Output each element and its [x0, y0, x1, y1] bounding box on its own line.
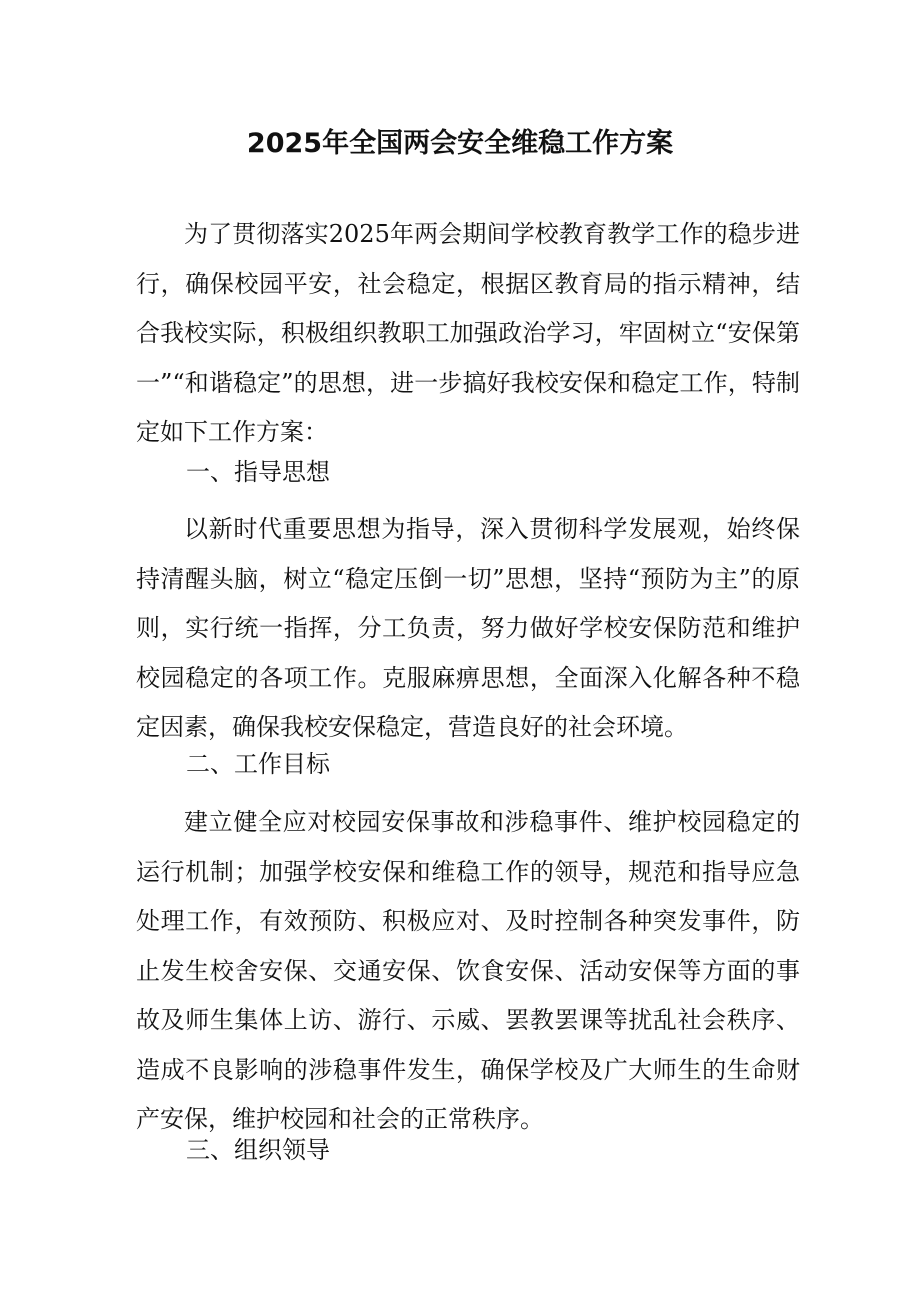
section-heading-organization-leadership: 三、组织领导	[186, 1136, 330, 1164]
intro-paragraph: 为了贯彻落实2025年两会期间学校教育教学工作的稳步进行，确保校园平安，社会稳定，根据区教育局的指示精神，结合我校实际，积极组织教职工加强政治学习，牢固树立“安保第一”“和谐稳定”的思想，进一步搞好我校安保和稳定工作，特制定如下工作方案：	[136, 220, 800, 446]
section-heading-guiding-ideology: 一、指导思想	[186, 458, 330, 486]
section-paragraph-work-goals: 建立健全应对校园安保事故和涉稳事件、维护校园稳定的运行机制；加强学校安保和维稳工作的领导，规范和指导应急处理工作，有效预防、积极应对、及时控制各种突发事件，防止发生校舍安保、交通安保、饮食安保、活动安保等方面的事故及师生集体上访、游行、示威、罢教罢课等扰乱社会秩序、造成不良影响的涉稳事件发生，确保学校及广大师生的生命财产安保，维护校园和社会的正常秩序。	[136, 808, 800, 1133]
section-heading-work-goals: 二、工作目标	[186, 750, 330, 778]
section-paragraph-guiding-ideology: 以新时代重要思想为指导，深入贯彻科学发展观，始终保持清醒头脑，树立“稳定压倒一切”思想，坚持“预防为主”的原则，实行统一指挥，分工负责，努力做好学校安保防范和维护校园稳定的各项工作。克服麻痹思想，全面深入化解各种不稳定因素，确保我校安保稳定，营造良好的社会环境。	[136, 515, 800, 741]
document-title: 2025年全国两会安全维稳工作方案	[246, 128, 674, 159]
